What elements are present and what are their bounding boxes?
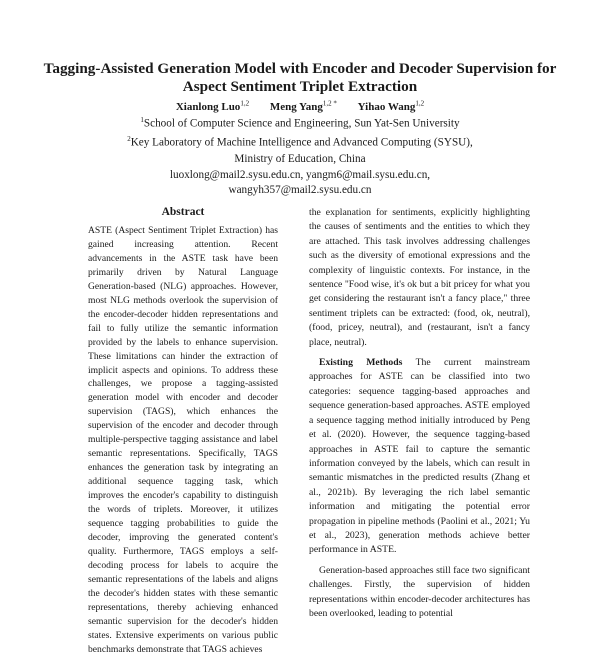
affiliation-line: $^2$Key Laboratory of Machine Intelligence and Advanced Computing (SYSU), — [127, 135, 473, 150]
body-column-right — [309, 206, 530, 621]
affiliation-line: $^1$School of Computer Science and Engineering, Sun Yat-Sen University — [140, 116, 460, 130]
abstract-heading: Abstract — [161, 206, 205, 218]
author-emails: luoxlong@mail2.sysu.edu.cn, yangm6@mail.sysu.edu.cn, — [169, 168, 431, 181]
body-paragraph: Existing Methods The current mainstream approaches for ASTE can be classified into two categories: sequence tagging-based approaches and sequence generation-based approaches. ASTE employed a sequence tagging method initially introduced by Peng et al. (2020). However, the sequence tagging-based approaches in ASTE fail to capture the semantic information conveyed by the labels, which can result in semantic mismatches in the predicted results (Zhang et al., 2021b). By leveraging the rich label semantic information and mitigating the potential error propagation in pipeline methods (Paolini et al., 2021; Yu et al., 2023), generation methods achieve better performance in ASTE. — [309, 357, 530, 556]
abstract-text: ASTE (Aspect Sentiment Triplet Extraction) has gained increasing attention. Recent advancements in the ASTE task have been primarily driven by Natural Language Generation-based (NLG) approaches. However, most NLG methods overlook the supervision of the encoder-decoder hidden representations and fail to fully utilize the semantic information provided by the labels to enhance supervision. These limitations can hinder the extraction of implicit aspects and opinions. To address these challenges, we propose a tagging-assisted generation model with encoder and decoder supervision (TAGS), which enhances the supervision of the encoder and decoder through multiple-perspective tagging assistance and label semantic representations. Specifically, TAGS enhances the generation task by integrating an additional sequence tagging task, which improves the encoder's capability to distinguish the words of triplets. Moreover, it utilizes sequence tagging probabilities to guide the decoder, improving the generated content's quality. Furthermore, TAGS employs a self-decoding process for labels to acquire the semantic representations of the labels and aligns the decoder's hidden states with these semantic representations, thereby achieving enhanced semantic supervision for the decoder's hidden states. Extensive experiments on various public benchmarks demonstrate that TAGS achieves — [88, 225, 278, 655]
author — [358, 101, 425, 113]
author — [176, 101, 249, 113]
affiliations — [60, 113, 540, 199]
author-affiliation-mark: 1,2 — [415, 99, 425, 107]
body-paragraph: Generation-based approaches still face two significant challenges. Firstly, the supervision of hidden representations within encoder-decoder architectures has been overlooked, leading to potential — [309, 564, 530, 619]
author-emails: wangyh357@mail2.sysu.edu.cn — [228, 184, 372, 197]
author-name: Yihao Wang — [357, 100, 416, 113]
author-affiliation-mark: 1,2 — [240, 99, 250, 107]
author-name: Meng Yang — [269, 100, 323, 113]
author-affiliation-mark: 1,2 * — [322, 99, 337, 107]
body-paragraph: the explanation for sentiments, explicitly highlighting the causes of sentiments and the entities to which they are attached. This task involves addressing challenges such as the diversity of emotional expressions and the complexity of linguistic contexts. For instance, in the sentence "Food wise, it's ok but a bit pricey for what you get considering the restaurant isn't a fancy place," three sentiment triplets can be extracted: (food, ok, neutral), (food, pricey, neutral), and (restaurant, isn't a fancy place, neutral). — [309, 207, 530, 348]
author — [270, 101, 337, 113]
affiliation-line: Ministry of Education, China — [234, 152, 366, 165]
run-in-heading: Existing Methods — [319, 357, 403, 369]
author-list — [40, 99, 560, 113]
paper-title: Tagging-Assisted Generation Model with Encoder and Decoder Supervision for Aspect Sentiment Triplet Extraction — [43, 60, 557, 95]
author-name: Xianlong Luo — [175, 100, 241, 113]
